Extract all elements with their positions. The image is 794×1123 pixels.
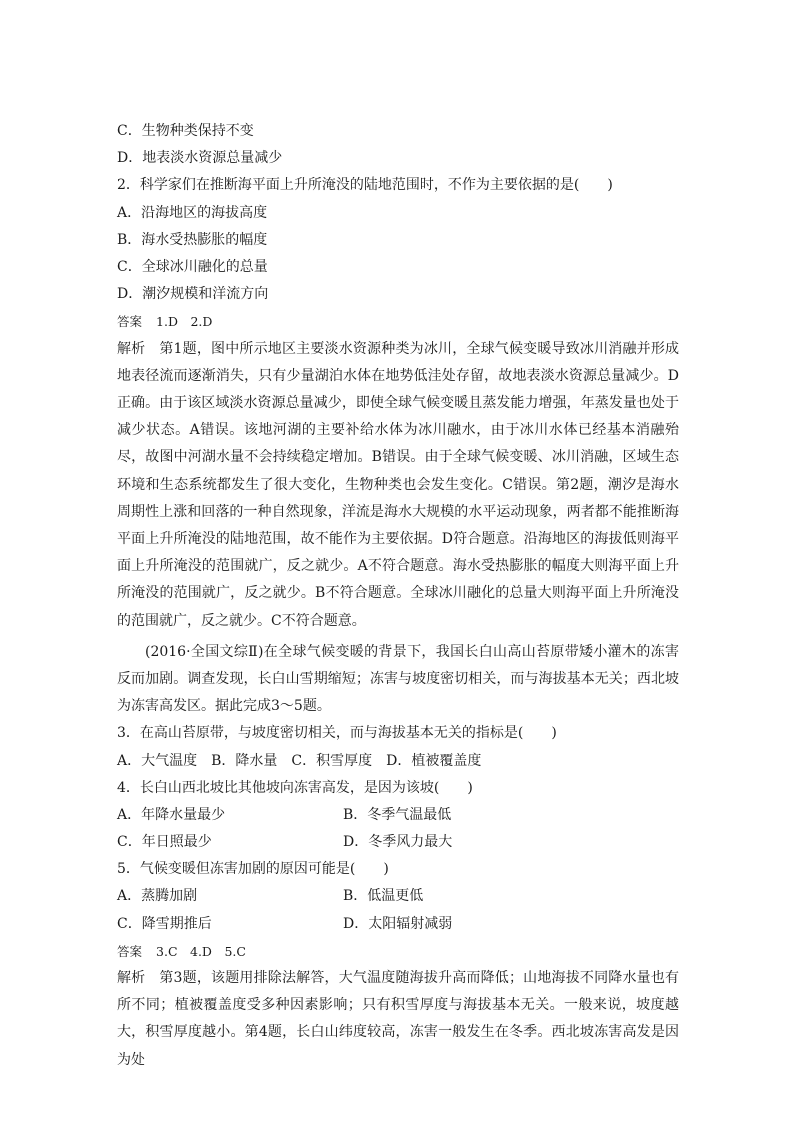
q5-option-a: A．蒸腾加剧 — [117, 888, 198, 905]
analysis-label: 解析 — [117, 340, 146, 357]
q5-stem: 5．气候变暖但冻害加剧的原因可能是( ) — [117, 861, 389, 878]
q2-option-c: C．全球冰川融化的总量 — [117, 258, 268, 275]
analysis-text: 第1题，图中所示地区主要淡水资源种类为冰川，全球气候变暖导致冰川消融并形成地表径流而逐渐消失，只有少量湖泊水体在地势低洼处存留，故地表淡水资源总量减少。D正确。由于该区域淡水资源总量减少，即使全球气候变暖且蒸发能力增强，年蒸发量也处于减少状态。A错误。该地河湖的主要补给水体为冰川融水，由于冰川水体已经基本消融殆尽，故图中河湖水量不会持续稳定增加。B错误。由于全球气候变暖、冰川消融，区域生态环境和生态系统都发生了很大变化，生物种类也会发生变化。C错误。第2题，潮汐是海水周期性上涨和回落的一种自然现象，洋流是海水大规模的水平运动现象，两者都不能推断海平面上升所淹没的陆地范围，故不能作为主要依据。D符合题意。沿海地区的海拔低则海平面上升所淹没的范围就广，反之就少。A不符合题意。海水受热膨胀的幅度大则海平面上升所淹没的范围就广，反之就少。B不符合题意。全球冰川融化的总量大则海平面上升所淹没的范围就广，反之就少。C不符合题意。 — [117, 340, 680, 629]
q5-option-c: C．降雪期推后 — [117, 915, 212, 932]
q5-option-b: B．低温更低 — [343, 888, 424, 905]
q4-stem: 4．长白山西北坡比其他坡向冻害高发，是因为该坡( ) — [117, 779, 473, 796]
q3-options: A．大气温度 B．降水量 C．积雪厚度 D．植被覆盖度 — [117, 752, 482, 769]
analysis-text: 第3题，该题用排除法解答，大气温度随海拔升高而降低；山地海拔不同降水量也有所不同；植被覆盖度受多种因素影响；只有积雪厚度与海拔基本无关。一般来说，坡度越大，积雪厚度越小。第4题，长白山纬度较高，冻害一般发生在冬季。西北坡冻害高发是因为处 — [117, 970, 680, 1068]
q4-option-c: C．年日照最少 — [117, 834, 212, 851]
answer-1 — [117, 308, 679, 335]
q5-options-row-2 — [117, 911, 679, 938]
q4-option-d: D．冬季风力最大 — [343, 834, 453, 851]
q2-stem: 2．科学家们在推断海平面上升所淹没的陆地范围时，不作为主要依据的是( ) — [117, 177, 613, 194]
answer-text: 3.C 4.D 5.C — [156, 943, 246, 959]
question-intro: (2016·全国文综Ⅱ)在全球气候变暖的背景下，我国长白山高山苔原带矮小灌木的冻害反而加剧。调查发现，长白山雪期缩短；冻害与坡度密切相关，而与海拔基本无关；西北坡为冻害高发区。据此完成3～5题。 — [117, 643, 679, 715]
answer-text: 1.D 2.D — [156, 314, 213, 330]
q5-options-row-1 — [117, 883, 679, 910]
q4-options-row-2 — [117, 829, 679, 856]
q4-options-row-1 — [117, 802, 679, 829]
analysis-2 — [117, 965, 679, 1074]
q2-option-a: A．沿海地区的海拔高度 — [117, 204, 268, 221]
q2-option-b: B．海水受热膨胀的幅度 — [117, 231, 268, 248]
answer-label: 答案 — [117, 943, 143, 959]
answer-label: 答案 — [117, 314, 143, 330]
q4-option-a: A．年降水量最少 — [117, 806, 226, 823]
analysis-1 — [117, 336, 679, 635]
q5-option-d: D．太阳辐射减弱 — [343, 915, 453, 932]
q2-option-d: D．潮汐规模和洋流方向 — [117, 286, 269, 303]
analysis-label: 解析 — [117, 970, 146, 987]
answer-2 — [117, 938, 679, 965]
q1-option-c: C．生物种类保持不变 — [117, 123, 254, 139]
q1-option-d: D．地表淡水资源总量减少 — [117, 150, 283, 167]
q4-option-b: B．冬季气温最低 — [343, 806, 452, 823]
document-page — [117, 118, 679, 1074]
q3-stem: 3．在高山苔原带，与坡度密切相关，而与海拔基本无关的指标是( ) — [117, 725, 557, 742]
